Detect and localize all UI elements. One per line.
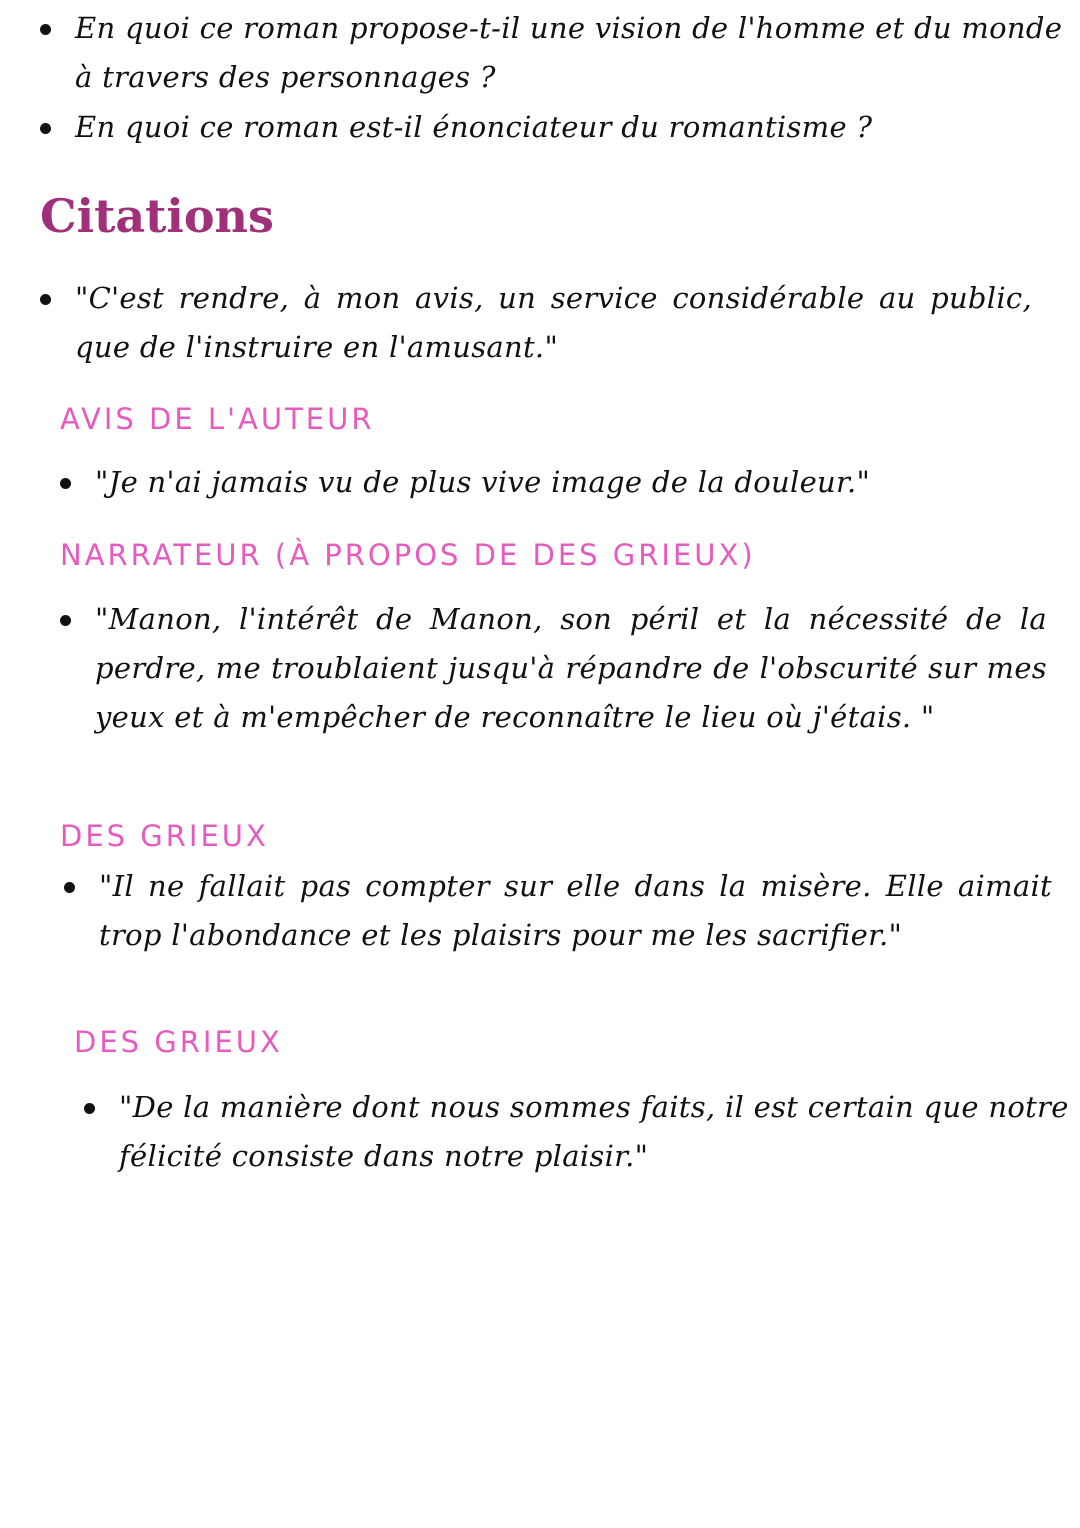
bullet-icon: [60, 478, 71, 489]
bullet-icon: [40, 123, 51, 134]
citation-item: [84, 1083, 1074, 1181]
citation-item: [40, 274, 1032, 372]
citation-item: [64, 862, 1052, 960]
bullet-icon: [60, 615, 71, 626]
citation-source: NARRATEUR (À PROPOS DE DES GRIEUX): [60, 538, 756, 572]
bullet-icon: [64, 882, 75, 893]
citation-item: [60, 458, 1060, 507]
question-text: En quoi ce roman est-il énonciateur du romantisme ?: [75, 110, 873, 144]
bullet-icon: [40, 24, 51, 35]
citation-quote: "C'est rendre, à mon avis, un service considérable au public, que de l'instruire en l'amusant.": [75, 281, 1032, 364]
question-text: En quoi ce roman propose-t-il une vision de l'homme et du monde à travers des personnages ?: [75, 11, 1063, 94]
citation-quote: "Manon, l'intérêt de Manon, son péril et la nécessité de la perdre, me troublaient jusqu'à répandre de l'obscurité sur mes yeux et à m'empêcher de reconnaître le lieu où j'étais. ": [95, 602, 1047, 734]
citation-source: DES GRIEUX: [60, 819, 269, 853]
bullet-icon: [40, 294, 51, 305]
citation-quote: "De la manière dont nous sommes faits, il est certain que notre félicité consiste dans notre plaisir.": [119, 1090, 1069, 1173]
citation-source: DES GRIEUX: [74, 1025, 283, 1059]
bullet-icon: [84, 1103, 95, 1114]
question-item: [40, 103, 1070, 152]
question-item: [40, 4, 1070, 102]
citation-quote: "Il ne fallait pas compter sur elle dans la misère. Elle aimait trop l'abondance et les plaisirs pour me les sacrifier.": [99, 869, 1052, 952]
section-heading-citations: Citations: [40, 189, 274, 243]
citation-item: [60, 595, 1047, 742]
citation-quote: "Je n'ai jamais vu de plus vive image de la douleur.": [95, 465, 871, 499]
citation-source: AVIS DE L'AUTEUR: [60, 402, 375, 436]
